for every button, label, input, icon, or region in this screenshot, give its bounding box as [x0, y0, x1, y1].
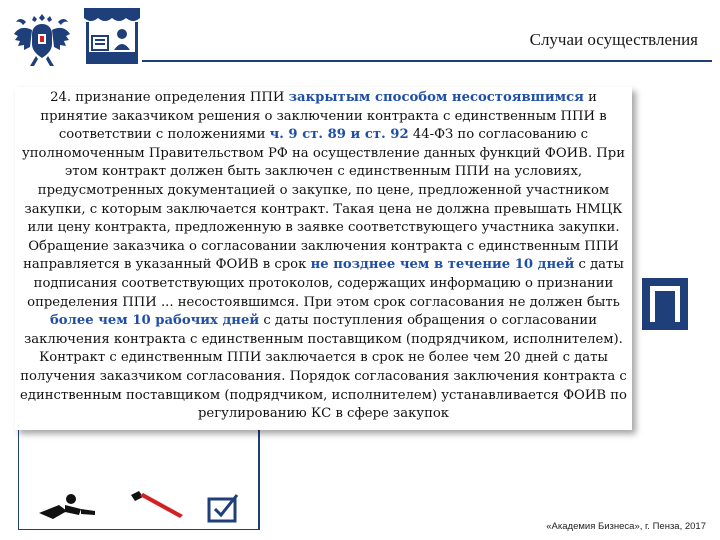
page-title: Случаи осуществления — [529, 30, 698, 49]
content-text-2: и принятие заказчиком решения о заключении контракта с единственным ППИ в соответствии с положениями — [40, 90, 607, 143]
content-highlight-3: не позднее чем в течение 10 дней — [310, 257, 575, 273]
content-highlight-1: закрытым способом несостоявшимся — [288, 90, 584, 105]
content-highlight-4: более чем 10 рабочих дней — [49, 313, 260, 329]
footer-caption: «Академия Бизнеса», г. Пенза, 2017 — [546, 521, 706, 532]
coat-of-arms-icon — [12, 8, 72, 70]
pen-icon — [127, 489, 189, 519]
person-writing-icon — [37, 491, 97, 521]
checkbox-icon — [205, 493, 241, 523]
content-textbox — [15, 87, 632, 430]
content-text-3: 44-ФЗ по согласованию с уполномоченным Правительством РФ на осуществление данных функций ФОИВ. При этом контракт должен быть заключен с единственным ППИ на условиях, предусмотренных документацией о закупке, по цене, предложенной участником закупки, с которым заключается контракт. Такая цена не должна превышать НМЦК или цену контракта, предложенную в заявке соответствующего участника закупки. Обращение заказчика о согласовании заключения контракта с единственным ППИ направляется в указанный ФОИВ в срок — [22, 127, 625, 273]
content-highlight-2: ч. 9 ст. 89 и ст. 92 — [269, 127, 409, 143]
content-text-1: 24. признание определения ППИ — [50, 90, 289, 105]
kiosk-icon — [82, 6, 142, 66]
content-text-4: с даты подписания соответствующих протоколов, содержащих информацию о признании определения ППИ ... несостоявшимся. При этом срок согласования не должен быть — [27, 257, 624, 310]
pi-square-icon — [642, 278, 688, 330]
content-text-5: с даты поступления обращения о согласовании заключения контракта с единственным поставщиком (подрядчиком, исполнителем). Контракт с единственным ППИ заключается в срок не более чем 20 дней с даты получения заказчиком согласования. Порядок согласования заключения контракта с единственным поставщиком (подрядчиком, исполнителем) устанавливается ФОИВ по регулированию КС в сфере закупок — [20, 313, 627, 422]
header-divider — [142, 60, 712, 62]
